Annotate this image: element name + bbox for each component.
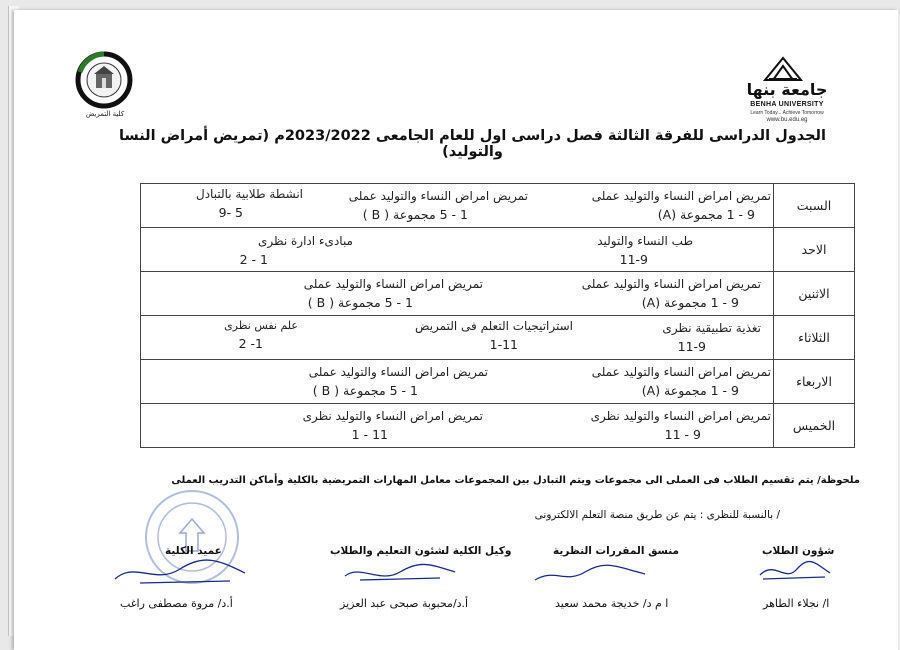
course-time: 11 - 1 — [351, 427, 388, 442]
table-row — [141, 184, 855, 228]
course-slot — [196, 187, 303, 220]
course-slot — [309, 365, 488, 398]
university-name-en: BENHA UNIVERSITY — [750, 101, 824, 108]
course-time: 11-9 — [619, 252, 648, 267]
slots-cell — [141, 184, 774, 228]
slots-cell — [141, 316, 774, 360]
course-name: علم نفس نظرى — [224, 319, 298, 332]
day-cell: الخميس — [774, 404, 855, 448]
day-cell: الثلاثاء — [774, 316, 855, 360]
slots-cell — [141, 360, 774, 404]
slots-cell — [141, 404, 774, 448]
handwritten-signature-4 — [110, 555, 250, 589]
course-slot — [591, 409, 771, 442]
course-name: تمريض امراض النساء والتوليد عملى — [591, 365, 771, 379]
course-time: 1 - 5 مجموعة ( B ) — [362, 207, 468, 222]
course-slot — [415, 319, 573, 352]
course-name: تمريض امراض النساء والتوليد عملى — [308, 365, 488, 379]
signature-name: أ.د/محبوبة صبحى عبد العزيز — [340, 597, 469, 610]
table-row — [141, 360, 855, 404]
note-theory: / بالنسبة للنظرى : يتم عن طريق منصة التعلم الالكترونى — [534, 509, 780, 521]
handwritten-signature-2 — [530, 558, 650, 588]
course-name: تمريض امراض النساء والتوليد نظرى — [590, 409, 771, 423]
signature-title: وكيل الكلية لشئون التعليم والطلاب — [330, 545, 512, 557]
course-time: 1 - 2 — [239, 252, 268, 267]
signature-name: ا م د/ خديجة محمد سعيد — [555, 597, 669, 610]
table-row — [141, 272, 855, 316]
course-time: 1-11 — [489, 337, 518, 352]
course-name: تمريض امراض النساء والتوليد عملى — [591, 189, 771, 203]
course-name: انشطة طلابية بالتبادل — [195, 187, 303, 201]
course-slot — [303, 409, 483, 442]
day-cell: الاربعاء — [774, 360, 855, 404]
university-url: www.bu.edu.eg — [766, 117, 808, 123]
note-practical: ملحوظة/ يتم تقسيم الطلاب فى العملى الى مجموعات ويتم التبادل بين المجموعات معامل المهارات التمريضية بالكلية وأماكن التدريب العملى — [171, 475, 860, 486]
signature-name: أ.د/ مروة مصطفى راغب — [120, 597, 233, 610]
course-time: 1- 2 — [238, 336, 263, 351]
course-name: مبادىء ادارة نظرى — [257, 234, 353, 248]
course-time: 11-9 — [677, 339, 706, 354]
course-slot — [349, 189, 528, 222]
course-slot — [582, 277, 761, 310]
page-title: الجدول الدراسى للفرقة الثالثة فصل دراسى اول للعام الجامعى 2023/2022م (تمريض أمراض النسا والتوليد) — [119, 128, 826, 160]
handwritten-signature-3 — [340, 558, 460, 588]
course-time: 1 - 5 مجموعة ( B ) — [312, 383, 418, 398]
course-time: 1 - 5 مجموعة ( B ) — [307, 295, 413, 310]
handwritten-signature-1 — [755, 555, 835, 585]
course-name: استراتيجيات التعلم فى التمريض — [415, 319, 573, 333]
course-slot — [662, 321, 761, 354]
university-tagline: Learn Today... Achieve Tomorrow — [750, 110, 824, 116]
slots-cell — [141, 272, 774, 316]
course-slot — [304, 277, 483, 310]
course-time: 9 - 1 مجموعة (A) — [641, 295, 739, 310]
course-time: 9 - 1 مجموعة (A) — [657, 207, 755, 222]
university-logo — [735, 56, 835, 132]
course-name: تمريض امراض النساء والتوليد عملى — [581, 277, 761, 291]
signature-title: شؤون الطلاب — [762, 545, 835, 557]
signature-name: ا/ نجلاء الطاهر — [763, 597, 830, 610]
course-slot — [592, 365, 771, 398]
slots-cell — [141, 228, 774, 272]
course-slot — [240, 234, 353, 267]
course-slot — [597, 234, 693, 267]
course-name: تغذية تطبيقية نظرى — [662, 321, 761, 335]
course-name: تمريض امراض النساء والتوليد عملى — [348, 189, 528, 203]
signature-title: منسق المقررات النظرية — [553, 545, 680, 557]
university-name-ar: جامعة بنها — [746, 80, 828, 99]
college-caption: كلية التمريض — [85, 110, 125, 118]
college-logo — [60, 48, 148, 124]
schedule-table — [140, 183, 855, 448]
course-slot — [224, 319, 298, 351]
university-emblem-icon — [763, 56, 803, 82]
day-cell: الاثنين — [774, 272, 855, 316]
course-slot — [592, 189, 771, 222]
day-cell: السبت — [774, 184, 855, 228]
course-time: 9 - 11 — [664, 427, 701, 442]
course-name: طب النساء والتوليد — [597, 234, 693, 248]
course-name: تمريض امراض النساء والتوليد نظرى — [302, 409, 483, 423]
signature-title: عميد الكلية — [165, 545, 222, 557]
college-emblem-icon — [60, 48, 148, 112]
table-row — [141, 228, 855, 272]
course-name: تمريض امراض النساء والتوليد عملى — [303, 277, 483, 291]
table-row — [141, 404, 855, 448]
course-time: 5 -9 — [218, 205, 243, 220]
course-time: 9 - 1 مجموعة (A) — [641, 383, 739, 398]
table-row — [141, 316, 855, 360]
day-cell: الاحد — [774, 228, 855, 272]
